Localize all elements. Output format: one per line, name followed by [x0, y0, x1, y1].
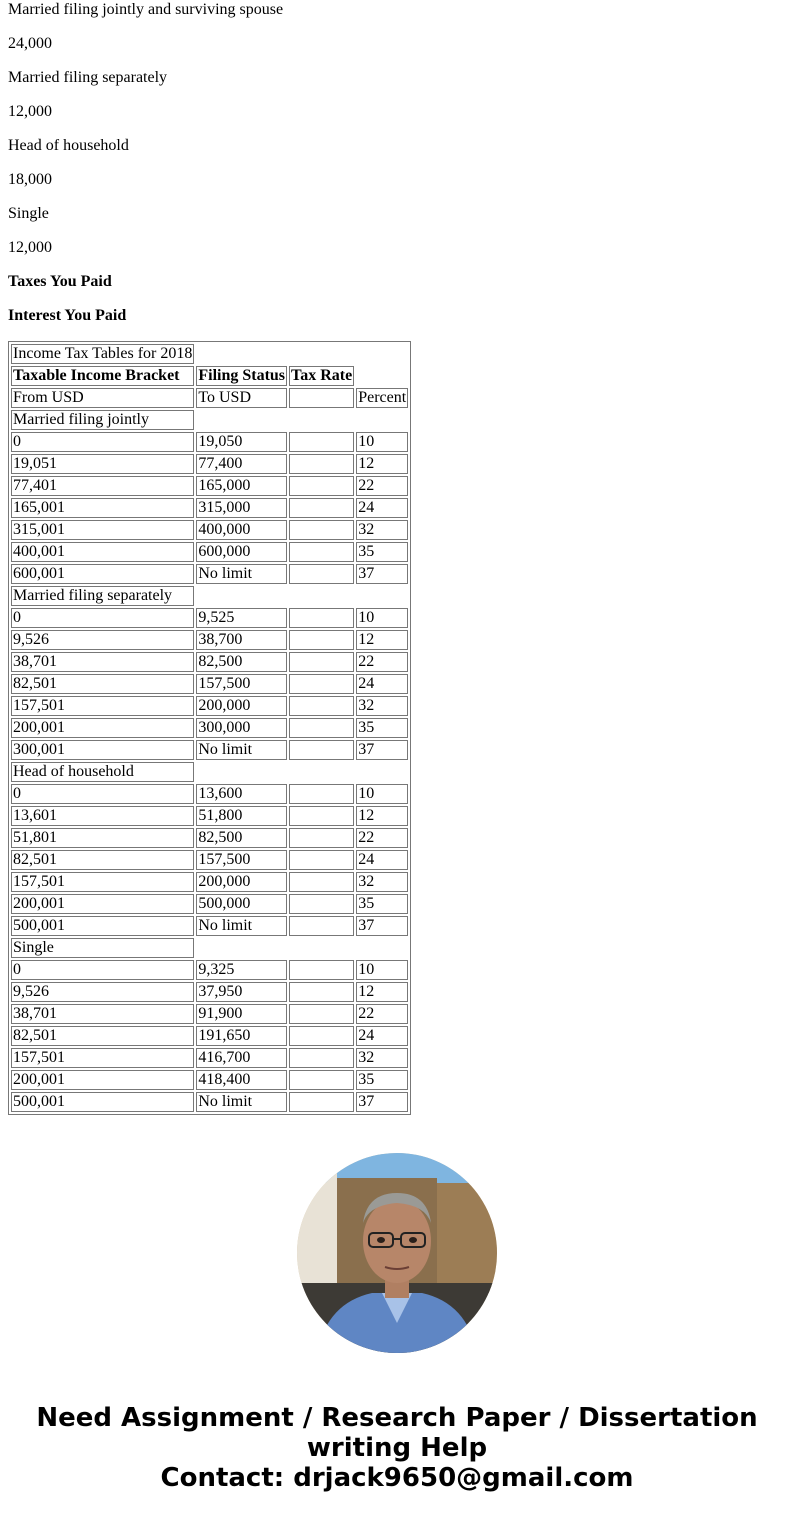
tax-rate-percent: 22 [356, 652, 408, 672]
bracket-from: 200,001 [11, 894, 194, 914]
table-row [11, 960, 408, 980]
bracket-from: 0 [11, 432, 194, 452]
deduction-status-mfj: Married filing jointly and surviving spouse [8, 1, 284, 18]
section-name: Married filing jointly [11, 410, 194, 430]
blank-cell [289, 894, 354, 914]
table-row [11, 894, 408, 914]
bracket-from: 9,526 [11, 982, 194, 1002]
tax-rate-percent: 32 [356, 520, 408, 540]
bracket-to: 500,000 [196, 894, 287, 914]
table-row [11, 982, 408, 1002]
bracket-to: 315,000 [196, 498, 287, 518]
subheader-to: To USD [196, 388, 287, 408]
bracket-to: 9,325 [196, 960, 287, 980]
bracket-from: 200,001 [11, 718, 194, 738]
table-row [11, 520, 408, 540]
table-row [11, 652, 408, 672]
bracket-to: 416,700 [196, 1048, 287, 1068]
deduction-status-hoh: Head of household [8, 137, 129, 154]
blank-cell [289, 454, 354, 474]
blank-cell [289, 608, 354, 628]
bracket-from: 0 [11, 960, 194, 980]
blank-cell [289, 960, 354, 980]
section-name: Single [11, 938, 194, 958]
section-header-row [11, 586, 408, 606]
bracket-from: 300,001 [11, 740, 194, 760]
deduction-amount-mfs: 12,000 [8, 103, 52, 120]
bracket-from: 400,001 [11, 542, 194, 562]
section-header-row [11, 762, 408, 782]
tax-rate-percent: 32 [356, 1048, 408, 1068]
bracket-to: 91,900 [196, 1004, 287, 1024]
bracket-from: 500,001 [11, 1092, 194, 1112]
header-tax-rate: Tax Rate [291, 367, 353, 384]
bracket-from: 500,001 [11, 916, 194, 936]
bracket-to: 157,500 [196, 850, 287, 870]
blank-cell [289, 1048, 354, 1068]
bracket-to: 9,525 [196, 608, 287, 628]
blank-cell [289, 850, 354, 870]
table-row [11, 872, 408, 892]
bracket-from: 157,501 [11, 1048, 194, 1068]
bracket-to: No limit [196, 1092, 287, 1112]
blank-cell [289, 498, 354, 518]
blank-cell [289, 784, 354, 804]
table-header-row [11, 366, 408, 386]
tax-rate-percent: 10 [356, 960, 408, 980]
blank-cell [289, 432, 354, 452]
blank-cell [289, 1026, 354, 1046]
table-row [11, 850, 408, 870]
tax-rate-percent: 24 [356, 498, 408, 518]
table-row [11, 498, 408, 518]
tax-rate-percent: 35 [356, 1070, 408, 1090]
bracket-from: 0 [11, 608, 194, 628]
bracket-to: 77,400 [196, 454, 287, 474]
table-subheader-row [11, 388, 408, 408]
tax-rate-percent: 37 [356, 916, 408, 936]
tax-rate-percent: 32 [356, 696, 408, 716]
tax-rate-percent: 22 [356, 1004, 408, 1024]
table-row [11, 564, 408, 584]
table-row [11, 454, 408, 474]
table-row [11, 916, 408, 936]
bracket-to: 38,700 [196, 630, 287, 650]
deduction-amount-mfj: 24,000 [8, 35, 52, 52]
bracket-to: 37,950 [196, 982, 287, 1002]
bracket-to: 82,500 [196, 828, 287, 848]
tax-rate-percent: 35 [356, 718, 408, 738]
tax-rate-percent: 24 [356, 1026, 408, 1046]
bracket-from: 9,526 [11, 630, 194, 650]
tax-rate-percent: 37 [356, 564, 408, 584]
bracket-from: 82,501 [11, 674, 194, 694]
tax-rate-percent: 12 [356, 806, 408, 826]
blank-cell [289, 630, 354, 650]
table-row [11, 718, 408, 738]
deduction-status-single: Single [8, 205, 49, 222]
table-row [11, 1004, 408, 1024]
footer-promo [0, 1403, 794, 1493]
bracket-to: 400,000 [196, 520, 287, 540]
header-income-bracket: Taxable Income Bracket [11, 366, 194, 386]
section-name: Head of household [11, 762, 194, 782]
section-header-row [11, 410, 408, 430]
tax-rate-percent: 24 [356, 850, 408, 870]
blank-cell [289, 872, 354, 892]
table-caption: Income Tax Tables for 2018 [13, 345, 193, 362]
table-row [11, 1048, 408, 1068]
bracket-from: 600,001 [11, 564, 194, 584]
tax-rate-percent: 22 [356, 476, 408, 496]
blank-cell [289, 696, 354, 716]
table-caption-row [11, 344, 408, 364]
bracket-to: 300,000 [196, 718, 287, 738]
table-row [11, 784, 408, 804]
table-row [11, 608, 408, 628]
bracket-to: 200,000 [196, 872, 287, 892]
person-portrait-illustration [297, 1153, 497, 1353]
section-name: Married filing separately [11, 586, 194, 606]
bracket-from: 165,001 [11, 498, 194, 518]
blank-cell [289, 564, 354, 584]
interest-paid-heading: Interest You Paid [8, 307, 127, 324]
bracket-from: 315,001 [11, 520, 194, 540]
footer-contact: Contact: drjack9650@gmail.com [160, 1463, 634, 1493]
bracket-to: 157,500 [196, 674, 287, 694]
blank-cell [289, 740, 354, 760]
tax-rate-percent: 37 [356, 740, 408, 760]
bracket-to: 13,600 [196, 784, 287, 804]
bracket-to: 200,000 [196, 696, 287, 716]
bracket-to: 600,000 [196, 542, 287, 562]
bracket-from: 157,501 [11, 872, 194, 892]
tax-rate-percent: 12 [356, 454, 408, 474]
bracket-to: 418,400 [196, 1070, 287, 1090]
tax-rate-percent: 12 [356, 630, 408, 650]
tax-rate-percent: 12 [356, 982, 408, 1002]
bracket-to: 19,050 [196, 432, 287, 452]
bracket-from: 13,601 [11, 806, 194, 826]
section-header-row [11, 938, 408, 958]
blank-cell [289, 1092, 354, 1112]
subheader-percent: Percent [358, 389, 407, 406]
bracket-from: 19,051 [11, 454, 194, 474]
deduction-amount-single: 12,000 [8, 239, 52, 256]
bracket-to: 51,800 [196, 806, 287, 826]
blank-cell [289, 520, 354, 540]
bracket-from: 82,501 [11, 1026, 194, 1046]
blank-cell [289, 806, 354, 826]
table-row [11, 806, 408, 826]
table-row [11, 740, 408, 760]
bracket-from: 82,501 [11, 850, 194, 870]
table-row [11, 630, 408, 650]
author-photo [297, 1153, 497, 1353]
footer-line-1: Need Assignment / Research Paper / Dissertation [36, 1403, 758, 1433]
bracket-from: 77,401 [11, 476, 194, 496]
blank-cell [289, 652, 354, 672]
tax-rate-percent: 10 [356, 784, 408, 804]
table-row [11, 828, 408, 848]
blank-cell [289, 542, 354, 562]
tax-rate-percent: 10 [356, 432, 408, 452]
taxes-paid-heading: Taxes You Paid [8, 273, 112, 290]
blank-cell [289, 916, 354, 936]
table-row [11, 1070, 408, 1090]
blank-cell [289, 982, 354, 1002]
table-row [11, 696, 408, 716]
subheader-from: From USD [11, 388, 194, 408]
bracket-from: 51,801 [11, 828, 194, 848]
bracket-to: No limit [196, 564, 287, 584]
table-row [11, 476, 408, 496]
table-row [11, 432, 408, 452]
tax-rate-percent: 22 [356, 828, 408, 848]
table-row [11, 674, 408, 694]
blank-cell [289, 718, 354, 738]
tax-rate-percent: 24 [356, 674, 408, 694]
tax-rate-percent: 37 [356, 1092, 408, 1112]
blank-cell [289, 476, 354, 496]
table-row [11, 1092, 408, 1112]
blank-cell [289, 1004, 354, 1024]
bracket-to: 165,000 [196, 476, 287, 496]
bracket-to: 82,500 [196, 652, 287, 672]
tax-rate-percent: 35 [356, 894, 408, 914]
blank-cell [289, 1070, 354, 1090]
deduction-amount-hoh: 18,000 [8, 171, 52, 188]
bracket-from: 200,001 [11, 1070, 194, 1090]
income-tax-table [8, 341, 411, 1115]
tax-rate-percent: 35 [356, 542, 408, 562]
bracket-from: 0 [11, 784, 194, 804]
bracket-from: 38,701 [11, 1004, 194, 1024]
tax-rate-percent: 10 [356, 608, 408, 628]
bracket-from: 157,501 [11, 696, 194, 716]
bracket-from: 38,701 [11, 652, 194, 672]
bracket-to: No limit [196, 916, 287, 936]
blank-cell [289, 674, 354, 694]
bracket-to: No limit [196, 740, 287, 760]
table-row [11, 1026, 408, 1046]
deduction-status-mfs: Married filing separately [8, 69, 168, 86]
tax-rate-percent: 32 [356, 872, 408, 892]
bracket-to: 191,650 [196, 1026, 287, 1046]
blank-cell [289, 828, 354, 848]
footer-line-2: writing Help [306, 1433, 488, 1463]
header-filing-status: Filing Status [198, 367, 286, 384]
table-row [11, 542, 408, 562]
